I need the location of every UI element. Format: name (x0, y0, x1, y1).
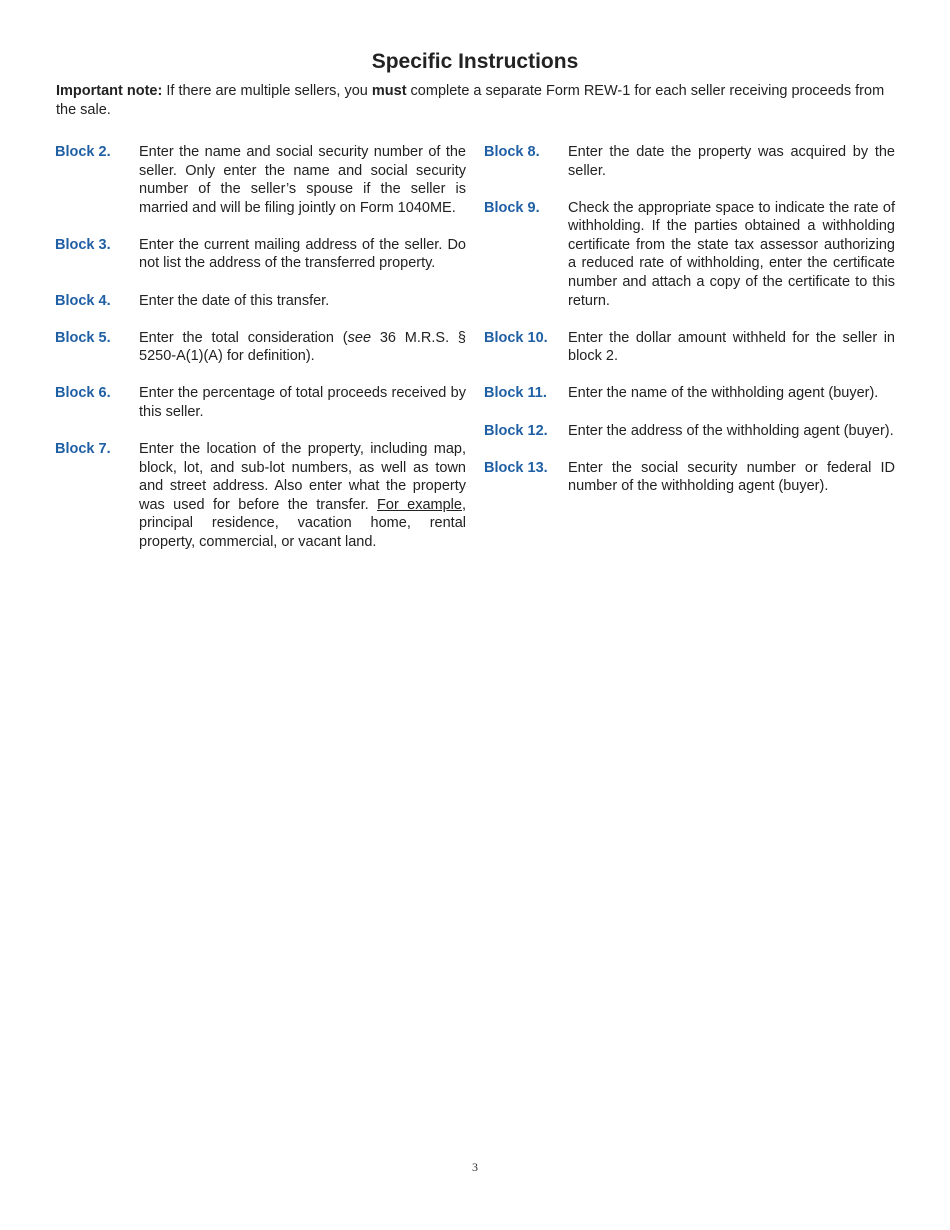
block-9-instruction (484, 199, 895, 311)
block-text-part: Enter the location of the property, including map, block, lot, and sub-lot numbers, as well as town and street address. Also enter what the property was used for before the transfer. (139, 441, 466, 513)
block-label: Block 8. (484, 144, 540, 160)
block-text (139, 329, 466, 366)
important-note-lead: Important note: (56, 83, 163, 99)
block-text: Enter the date of this transfer. (139, 292, 330, 309)
block-text-italic: see (347, 329, 372, 346)
block-text: Enter the social security number or federal ID number of the withholding agent (buyer). (568, 459, 895, 495)
block-12-instruction (484, 422, 895, 441)
block-label: Block 10. (484, 329, 548, 346)
block-text: Enter the percentage of total proceeds received by this seller. (139, 385, 466, 420)
block-label: Block 7. (55, 441, 111, 458)
block-text-part: 36 M.R.S. § 5250-A(1)(A) for definition). (139, 329, 466, 365)
block-text-part: , principal residence, vacation home, rental property, commercial, or vacant land. (139, 496, 466, 550)
important-note-emphasis: must (371, 83, 407, 99)
page-number: 3 (472, 1160, 478, 1174)
block-text: Enter the name of the withholding agent (buyer). (568, 385, 879, 402)
block-text: Check the appropriate space to indicate the rate of withholding. If the parties obtained a withholding certificate from the state tax assessor authorizing a reduced rate of withholding, enter the certificate number and attach a copy of the certificate to this return. (568, 199, 895, 309)
block-13-instruction (484, 459, 895, 496)
block-label: Block 5. (55, 329, 111, 346)
block-label: Block 3. (55, 236, 111, 253)
block-label: Block 4. (55, 292, 111, 309)
block-label: Block 13. (484, 459, 548, 476)
block-5-instruction (55, 329, 466, 366)
block-text-part: Enter the total consideration ( (139, 329, 348, 346)
block-text (139, 440, 466, 552)
block-6-instruction (55, 384, 466, 421)
block-text: Enter the dollar amount withheld for the seller in block 2. (568, 329, 895, 365)
block-3-instruction (55, 236, 466, 273)
block-4-instruction (55, 292, 466, 311)
block-10-instruction (484, 329, 895, 366)
block-label: Block 2. (55, 144, 111, 160)
block-text: Enter the date the property was acquired by the seller. (568, 144, 895, 179)
block-7-instruction (55, 440, 466, 552)
block-text: Enter the address of the withholding agent (buyer). (568, 422, 894, 439)
important-note-text: If there are multiple sellers, you (162, 83, 372, 99)
block-text: Enter the name and social security number of the seller. Only enter the name and social security number of the seller’s spouse if the seller is married and will be filing jointly on Form 1040ME. (139, 144, 466, 216)
block-text-underline: For example (377, 496, 462, 513)
block-label: Block 6. (55, 385, 111, 402)
block-11-instruction (484, 384, 895, 403)
block-label: Block 11. (484, 385, 547, 402)
block-8-instruction (484, 143, 895, 180)
right-column (484, 143, 895, 514)
block-2-instruction (55, 143, 466, 217)
page-title: Specific Instructions (371, 50, 579, 73)
block-label: Block 9. (484, 199, 540, 216)
block-label: Block 12. (484, 422, 548, 439)
important-note-text-end: complete a separate Form REW-1 for each seller receiving proceeds from the sale. (56, 83, 885, 118)
left-column (55, 143, 466, 570)
important-note (56, 82, 894, 119)
block-text: Enter the current mailing address of the seller. Do not list the address of the transferred property. (139, 236, 466, 272)
